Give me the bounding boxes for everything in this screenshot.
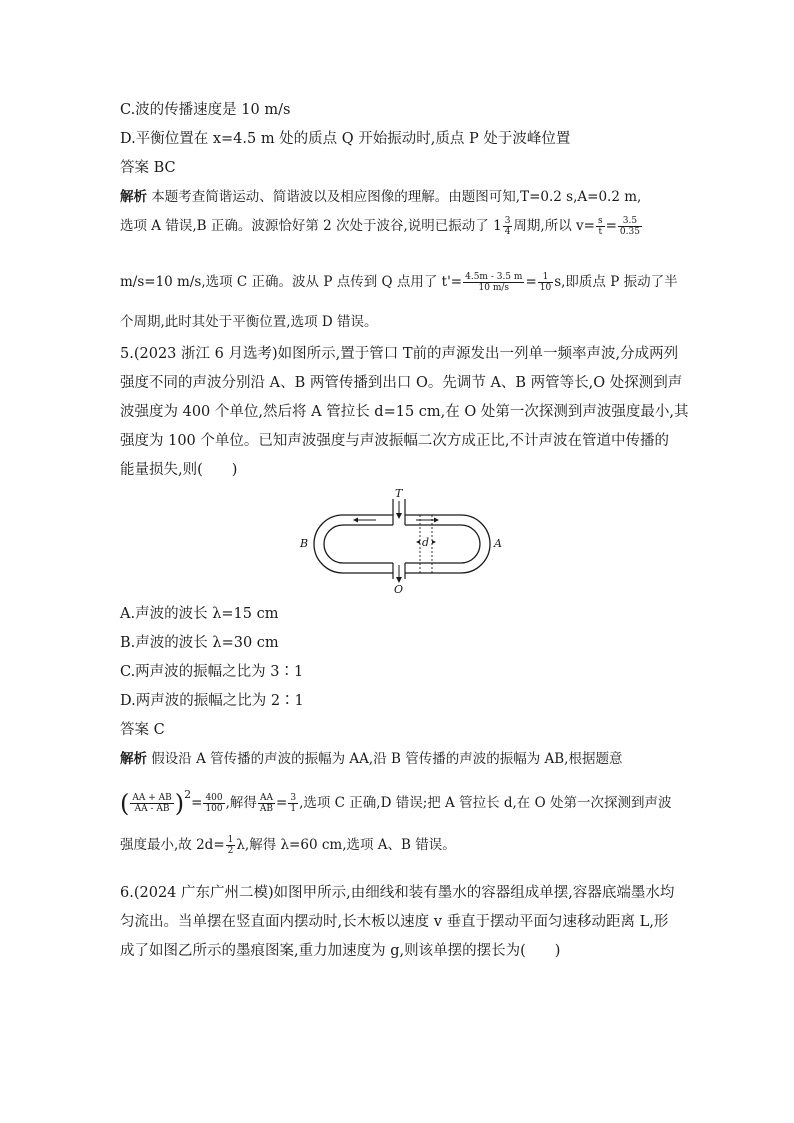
fraction-value: $\frac{3.5}{0.35}$ xyxy=(619,216,640,237)
fraction-time: $\frac{4.5m - 3.5 m}{10 m/s}$ xyxy=(465,272,523,293)
tube-diagram xyxy=(298,485,504,595)
q5-stem-line-4: 强度为 100 个单位。已知声波强度与声波振幅二次方成正比,不计声波在管道中传播的 xyxy=(120,433,670,449)
fraction-ratio: $\frac{AA + AB}{AA - AB}$ xyxy=(132,793,172,814)
answer-value: BC xyxy=(153,160,176,176)
inner-tube xyxy=(324,525,480,563)
fraction-intensity: $\frac{400}{100}$ xyxy=(205,793,223,814)
answer-value: C xyxy=(153,722,165,738)
q5-stem-line-2: 强度不同的声波分别沿 A、B 两管传播到出口 O。先调节 A、B 两管等长,O 处探测到声 xyxy=(120,375,683,391)
q6-stem-line-3: 成了如图乙所示的墨痕图案,重力加速度为 g,则该单摆的摆长为( ) xyxy=(120,943,561,959)
q5-option-c: C.两声波的振幅之比为 3∶1 xyxy=(120,664,304,680)
q6-stem-line-1: 6.(2024 广东广州二模)如图甲所示,由细线和装有墨水的容器组成单摆,容器底端墨水均 xyxy=(120,885,675,901)
fraction-s-over-t: $\frac{s}{t}$ xyxy=(597,216,603,237)
q6-stem-line-2: 匀流出。当单摆在竖直面内摆动时,长木板以速度 v 垂直于摆动平面匀速移动距离 L,形 xyxy=(120,914,669,930)
analysis-text: 周期,所以 v= xyxy=(513,218,595,234)
analysis-text: m/s=10 m/s,选项 C 正确。波从 P 点传到 Q 点用了 t'= xyxy=(120,274,463,290)
q5-option-b: B.声波的波长 λ=30 cm xyxy=(120,635,279,651)
q5-stem-line-3: 波强度为 400 个单位,然后将 A 管拉长 d=15 cm,在 O 处第一次探测到声波强度最小,其 xyxy=(120,404,689,420)
q5-option-a: A.声波的波长 λ=15 cm xyxy=(120,606,279,622)
q4-analysis-line-1 xyxy=(120,187,641,207)
q4-analysis-line-4: 个周期,此时其处于平衡位置,选项 D 错误。 xyxy=(120,314,378,330)
mixed-fraction: $\frac{3}{4}$ xyxy=(504,216,511,237)
q5-analysis-line-2: ( $\frac{AA + AB}{AA - AB}$ )$^2$= $\frac{400}{100}$ ,解得 $\frac{AA}{AB}$ = $\frac{3}{1}$ ,选项 C 正确,D 错误;把 A 管拉长 d,在 O 处第一次探测到声波 xyxy=(120,788,672,818)
q5-analysis-line-1 xyxy=(120,749,622,769)
label-a: A xyxy=(494,537,502,550)
analysis-text: s,即质点 P 振动了半 xyxy=(554,274,678,290)
analysis-text: 选项 A 错误,B 正确。波源恰好第 2 次处于波谷,说明已振动了 1 xyxy=(120,218,502,234)
q4-option-d: D.平衡位置在 x=4.5 m 处的质点 Q 开始振动时,质点 P 处于波峰位置 xyxy=(120,131,571,147)
analysis-label: 解析 xyxy=(120,189,147,205)
fraction-amp: $\frac{AA}{AB}$ xyxy=(259,793,274,814)
analysis-text: 强度最小,故 2d= xyxy=(120,837,225,853)
answer-label: 答案 xyxy=(120,160,149,176)
analysis-text: 本题考查简谐运动、简谐波以及相应图像的理解。由题图可知,T=0.2 s,A=0.2 m, xyxy=(151,189,642,205)
analysis-text: 假设沿 A 管传播的声波的振幅为 AA,沿 B 管传播的声波的振幅为 AB,根据题意 xyxy=(151,751,623,767)
q4-option-c: C.波的传播速度是 10 m/s xyxy=(120,102,291,118)
q4-analysis-line-2: 选项 A 错误,B 正确。波源恰好第 2 次处于波谷,说明已振动了 1 $\frac{3}{4}$ 周期,所以 v= $\frac{s}{t}$ = $\frac{3.5}{0.35}$ xyxy=(120,216,640,237)
q5-stem-line-5: 能量损失,则( ) xyxy=(120,462,238,478)
fraction-one-tenth: $\frac{1}{10}$ xyxy=(539,272,552,293)
label-t: T xyxy=(395,487,403,500)
label-b: B xyxy=(300,537,309,550)
q5-stem-line-1: 5.(2023 浙江 6 月选考)如图所示,置于管口 T前的声源发出一列单一频率声波,分成两列 xyxy=(120,346,679,362)
q4-analysis-line-3: m/s=10 m/s,选项 C 正确。波从 P 点传到 Q 点用了 t'= $\frac{4.5m - 3.5 m}{10 m/s}$ = $\frac{1}{10}$ s,即质点 P 振动了半 xyxy=(120,272,678,293)
analysis-label: 解析 xyxy=(120,751,147,767)
analysis-text: ,选项 C 正确,D 错误;把 A 管拉长 d,在 O 处第一次探测到声波 xyxy=(299,795,672,811)
q4-answer xyxy=(120,158,176,178)
q5-analysis-line-3 xyxy=(120,835,456,856)
analysis-text: λ,解得 λ=60 cm,选项 A、B 错误。 xyxy=(236,837,456,853)
q5-answer xyxy=(120,720,165,740)
answer-label: 答案 xyxy=(120,722,149,738)
fraction-half: $\frac{1}{2}$ xyxy=(227,835,234,856)
fraction-result: $\frac{3}{1}$ xyxy=(290,793,297,814)
q5-option-d: D.两声波的振幅之比为 2∶1 xyxy=(120,693,304,709)
label-o: O xyxy=(394,583,404,595)
label-d: d xyxy=(422,536,430,549)
